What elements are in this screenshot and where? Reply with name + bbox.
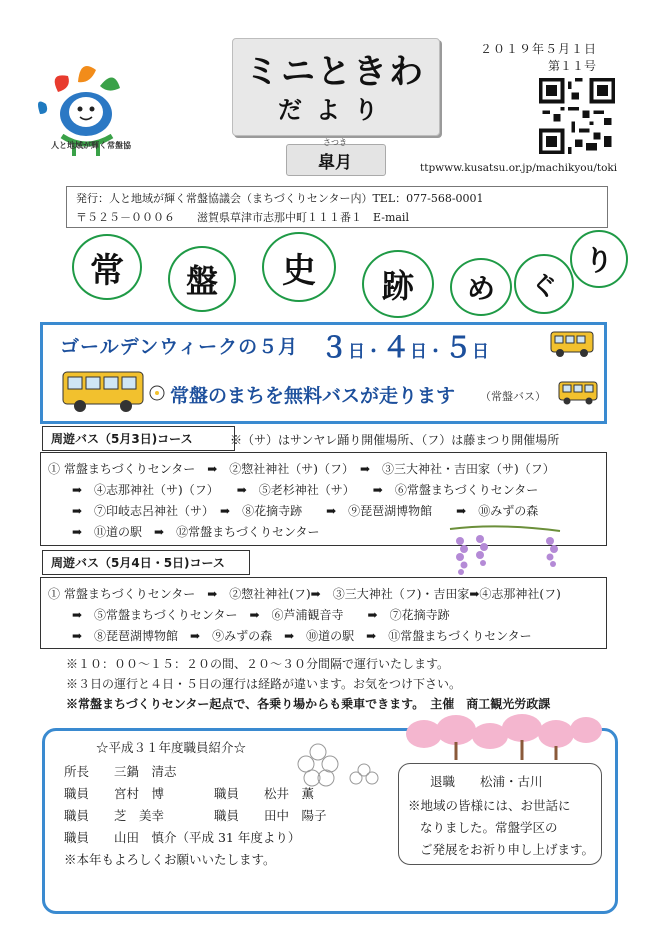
operation-note: ※常盤まちづくりセンター起点で、各乗り場からも乗車できます。 主催 商工観光労政課	[66, 697, 551, 711]
banner-subheading: 常盤のまちを無料バスが走ります	[170, 385, 456, 407]
route-line: ➡ ⑧琵琶湖博物館 ➡ ⑨みずの森 ➡ ⑩道の駅 ➡ ⑪常盤まちづくりセンター	[72, 629, 532, 643]
operation-note: ※１０：００～１５：２０の間、２０～３０分間隔で運行いたします。	[66, 657, 450, 671]
staff-closing: ※本年もよろしくお願いいたします。	[64, 852, 276, 867]
bus-icon	[550, 330, 594, 358]
qr-code	[539, 78, 615, 154]
route-line: ➡ ④志那神社（サ)（フ） ➡ ⑤老杉神社（サ） ➡ ⑥常盤まちづくりセンター	[72, 483, 539, 497]
bus-icon	[558, 380, 598, 406]
staff-row: 職員 山田 慎介（平成 31 年度より）	[64, 830, 301, 845]
headline-char: ぐ	[514, 254, 574, 314]
staff-row: 職員 芝 美幸 職員 田中 陽子	[64, 808, 327, 823]
banner-heading: ゴールデンウィークの５月	[60, 336, 299, 358]
wisteria-illustration	[440, 525, 570, 585]
bus-icon	[62, 370, 144, 414]
cherry-blossom-illustration	[404, 712, 604, 762]
month-label: 皐月	[318, 153, 352, 173]
retirement-line: ※地域の皆様には、お世話に	[408, 798, 571, 813]
month-ruby: さつき	[323, 138, 347, 147]
sakura-icon	[282, 740, 382, 790]
headline-char: 跡	[362, 250, 434, 318]
retirement-line: なりました。常盤学区の	[420, 820, 558, 835]
publisher-line-2: 〒５２５－０００６ 滋賀県草津市志那中町１１１番１ E-mail	[76, 211, 409, 224]
route-line: ➡ ⑪道の駅 ➡ ⑫常盤まちづくりセンター	[72, 525, 320, 539]
staff-row: 所長 三鍋 清志	[64, 764, 177, 779]
banner-dates: ３日・４日・５日	[320, 331, 490, 364]
headline-char: 常	[72, 234, 142, 300]
course1-legend: ※（サ）はサンヤレ踊り開催場所、（フ）は藤まつり開催場所	[230, 433, 560, 447]
staff-heading: ☆平成３１年度職員紹介☆	[96, 740, 247, 755]
course2-title: 周遊バス（5月4日・5日)コース	[42, 550, 250, 575]
retirement-line: ご発展をお祈り申し上げます。	[420, 842, 595, 857]
headline-char: 盤	[168, 246, 236, 312]
newsletter-title: ミニときわ	[245, 52, 425, 92]
operation-note: ※３日の運行と４日・５日の運行は経路が違います。お気をつけ下さい。	[66, 677, 462, 691]
publisher-line-1: 発行：人と地域が輝く常盤協議会（まちづくりセンター内）TEL：077-568-0001	[76, 192, 484, 205]
route-line: ➡ ⑦印岐志呂神社（サ） ➡ ⑧花摘寺跡 ➡ ⑨琵琶湖博物館 ➡ ⑩みずの森	[72, 504, 539, 518]
headline-char: め	[450, 258, 512, 316]
headline-char: 史	[262, 232, 336, 302]
route-line: ➡ ⑤常盤まちづくりセンター ➡ ⑥芦浦観音寺 ➡ ⑦花摘寺跡	[72, 608, 450, 622]
website-url[interactable]: ttpwww.kusatsu.or.jp/machikyou/toki	[420, 162, 618, 174]
flower-icon	[146, 384, 168, 402]
newsletter-subtitle: だより	[278, 96, 392, 124]
logo-caption: 人と地域が輝く常盤協	[51, 141, 131, 150]
headline-char: り	[570, 230, 628, 288]
staff-row: 職員 宮村 博 職員 松井 薫	[64, 786, 315, 801]
route-line: ① 常盤まちづくりセンター ➡ ②惣社神社(フ)➡ ③三大神社（フ)・吉田家➡④志那神社(フ)	[48, 587, 561, 601]
route-line: ① 常盤まちづくりセンター ➡ ②惣社神社（サ)（フ） ➡ ③三大神社・吉田家（サ)（フ）	[48, 462, 555, 476]
banner-note: （常盤バス）	[480, 390, 546, 403]
retirement-title: 退職 松浦・古川	[430, 774, 543, 789]
issue-date: ２０１９年５月１日	[480, 42, 598, 56]
course1-title: 周遊バス（5月3日)コース	[42, 426, 235, 451]
issue-number: 第１１号	[548, 59, 597, 73]
